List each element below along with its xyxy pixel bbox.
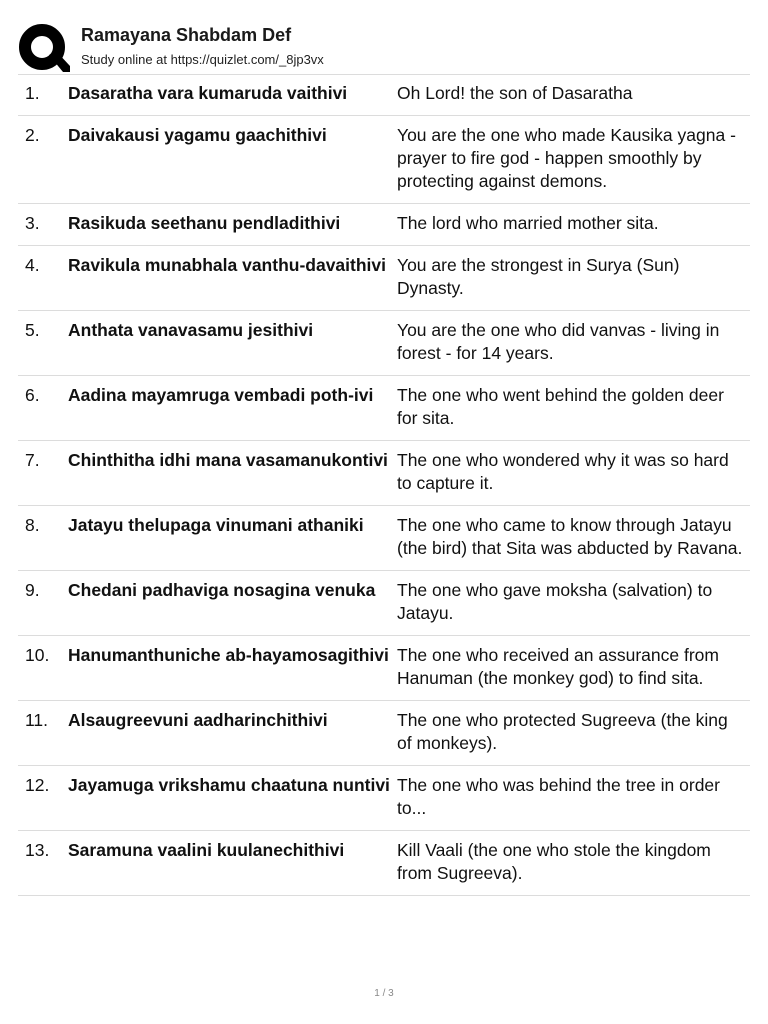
study-link[interactable]: Study online at https://quizlet.com/_8jp3vx (81, 52, 324, 67)
definition-text: Oh Lord! the son of Dasaratha (397, 83, 633, 103)
term-text: Chedani padhaviga nosagina venuka (68, 580, 376, 600)
definition-text: The one who went behind the golden deer for sita. (397, 385, 724, 428)
item-number: 9. (25, 580, 40, 600)
item-number: 1. (25, 83, 40, 103)
definition-text: Kill Vaali (the one who stole the kingdom from Sugreeva). (397, 840, 711, 883)
definition-text: The one who protected Sugreeva (the king of monkeys). (397, 710, 728, 753)
term-text: Aadina mayamruga vembadi poth-ivi (68, 385, 374, 405)
term-row (18, 506, 750, 571)
term-row (18, 831, 750, 896)
page-number: 1 / 3 (374, 988, 394, 999)
definition-text: The one who wondered why it was so hard to capture it. (397, 450, 729, 493)
term-row (18, 571, 750, 636)
term-text: Jayamuga vrikshamu chaatuna nuntivi (68, 775, 390, 795)
term-row (18, 311, 750, 376)
item-number: 12. (25, 775, 50, 795)
item-number: 4. (25, 255, 40, 275)
quizlet-q-logo-icon (18, 22, 70, 74)
term-row (18, 204, 750, 246)
item-number: 7. (25, 450, 40, 470)
term-text: Chinthitha idhi mana vasamanukontivi (68, 450, 388, 470)
term-text: Hanumanthuniche ab-hayamosagithivi (68, 645, 389, 665)
item-number: 2. (25, 125, 40, 145)
item-number: 6. (25, 385, 40, 405)
term-text: Ravikula munabhala vanthu-davaithivi (68, 255, 386, 275)
term-row (18, 116, 750, 204)
definition-text: The one who came to know through Jatayu (the bird) that Sita was abducted by Ravana. (397, 515, 743, 558)
item-number: 8. (25, 515, 40, 535)
definition-text: The one who was behind the tree in order to... (397, 775, 720, 818)
term-row (18, 246, 750, 311)
item-number: 11. (25, 710, 49, 730)
item-number: 10. (25, 645, 50, 665)
term-text: Rasikuda seethanu pendladithivi (68, 213, 341, 233)
definition-text: The one who gave moksha (salvation) to Jatayu. (397, 580, 713, 623)
term-row (18, 636, 750, 701)
item-number: 13. (25, 840, 50, 860)
term-row (18, 766, 750, 831)
term-text: Saramuna vaalini kuulanechithivi (68, 840, 345, 860)
term-row (18, 74, 750, 116)
page-header (18, 22, 750, 75)
item-number: 5. (25, 320, 40, 340)
term-list (18, 74, 750, 896)
term-text: Alsaugreevuni aadharinchithivi (68, 710, 328, 730)
term-text: Jatayu thelupaga vinumani athaniki (68, 515, 364, 535)
term-row (18, 441, 750, 506)
term-row (18, 376, 750, 441)
item-number: 3. (25, 213, 40, 233)
page-title: Ramayana Shabdam Def (81, 25, 292, 45)
term-text: Dasaratha vara kumaruda vaithivi (68, 83, 348, 103)
definition-text: The lord who married mother sita. (397, 213, 659, 233)
term-text: Daivakausi yagamu gaachithivi (68, 125, 327, 145)
definition-text: You are the one who made Kausika yagna - prayer to fire god - happen smoothly by protecting against demons. (397, 125, 736, 191)
term-row (18, 701, 750, 766)
definition-text: You are the strongest in Surya (Sun) Dynasty. (397, 255, 680, 298)
definition-text: The one who received an assurance from Hanuman (the monkey god) to find sita. (397, 645, 719, 688)
definition-text: You are the one who did vanvas - living in forest - for 14 years. (397, 320, 720, 363)
term-text: Anthata vanavasamu jesithivi (68, 320, 314, 340)
